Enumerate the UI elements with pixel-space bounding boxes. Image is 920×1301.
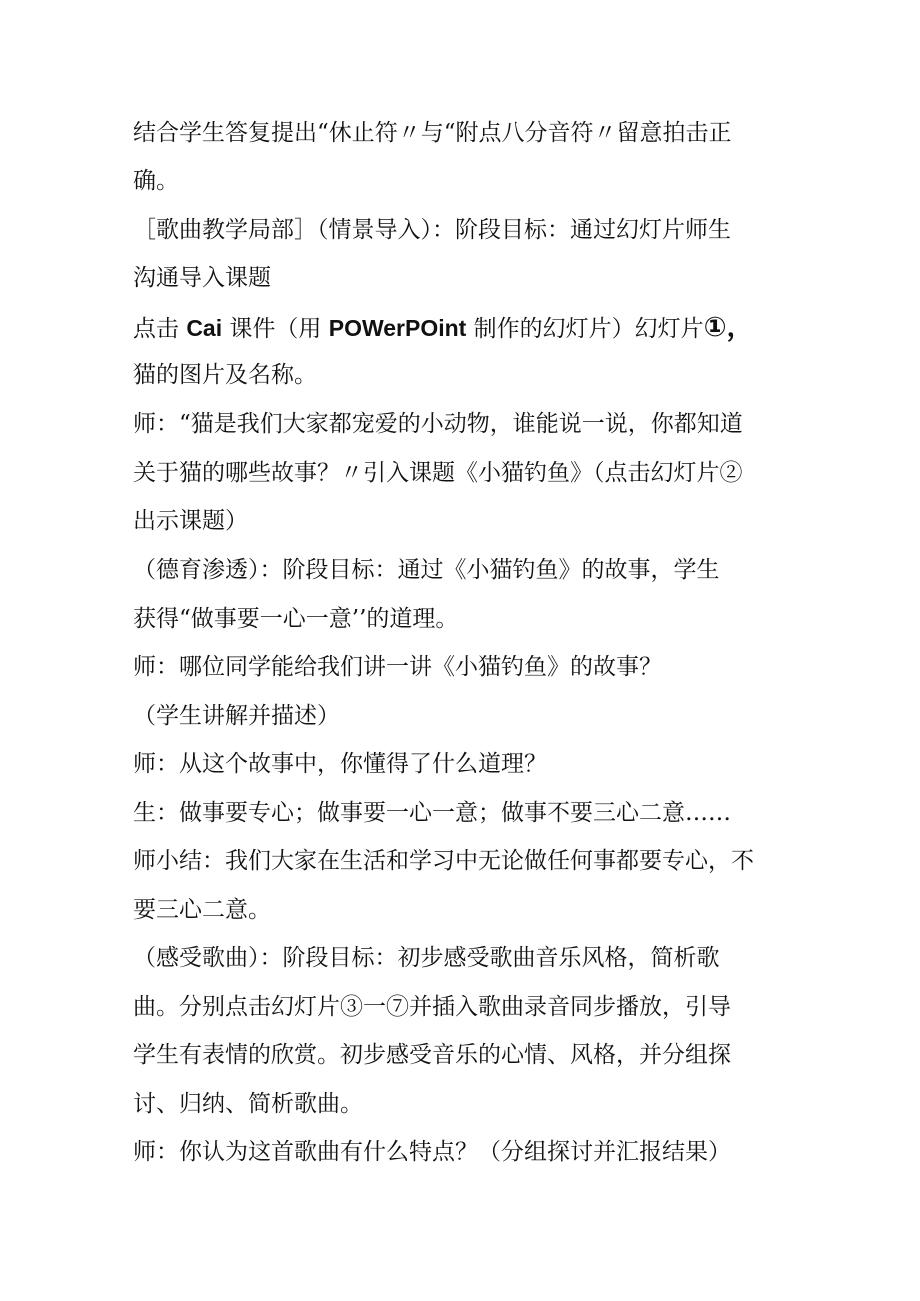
text-line-20: 学生有表情的欣赏。初步感受音乐的心情、风格，并分组探: [133, 1042, 731, 1068]
text-segment: 制作的幻灯片）幻灯片: [473, 316, 704, 342]
text-segment-latin: POWerPOint: [328, 315, 467, 341]
text-line-19: 曲。分别点击幻灯片③一⑦并插入歌曲录音同步播放，引导: [133, 994, 731, 1020]
text-segment: 点击: [133, 316, 179, 342]
text-segment-latin: Cai: [186, 315, 223, 341]
text-line-15: 生：做事要专心；做事要一心一意；做事不要三心二意……: [133, 800, 731, 826]
circled-number-1: ①，: [703, 312, 754, 342]
text-line-14: 师：从这个故事中，你懂得了什么道理？: [133, 751, 547, 777]
text-line-6: 猫的图片及名称。: [133, 362, 317, 388]
text-line-8: 关于猫的哪些故事？〃引入课题《小猫钓鱼》（点击幻灯片②: [133, 460, 743, 486]
text-line-2: 确。: [133, 168, 179, 194]
text-line-11: 获得“做事要一心一意’’的道理。: [133, 606, 459, 632]
text-line-18: （感受歌曲）：阶段目标：初步感受歌曲音乐风格，简析歌: [133, 945, 720, 971]
text-segment: 课件（用: [229, 316, 322, 342]
text-line-17: 要三心二意。: [133, 897, 271, 923]
text-line-3: ［歌曲教学局部］（情景导入）：阶段目标：通过幻灯片师生: [133, 217, 731, 243]
text-line-16: 师小结：我们大家在生活和学习中无论做任何事都要专心，不: [133, 848, 754, 874]
text-line-13: （学生讲解并描述）: [133, 703, 340, 729]
text-line-9: 出示课题）: [133, 508, 248, 534]
text-line-7: 师：“猫是我们大家都宠爱的小动物，谁能说一说，你都知道: [133, 411, 743, 437]
text-line-5: [133, 312, 813, 344]
text-line-21: 讨、归纳、简析歌曲。: [133, 1091, 363, 1117]
text-line-1: 结合学生答复提出“休止符〃与“附点八分音符〃留意拍击正: [133, 120, 732, 146]
text-line-4: 沟通导入课题: [133, 265, 271, 291]
text-line-10: （德育渗透）：阶段目标：通过《小猫钓鱼》的故事，学生: [133, 557, 720, 583]
text-line-12: 师：哪位同学能给我们讲一讲《小猫钓鱼》的故事？: [133, 654, 662, 680]
text-line-22: 师：你认为这首歌曲有什么特点？（分组探讨并汇报结果）: [133, 1139, 731, 1165]
